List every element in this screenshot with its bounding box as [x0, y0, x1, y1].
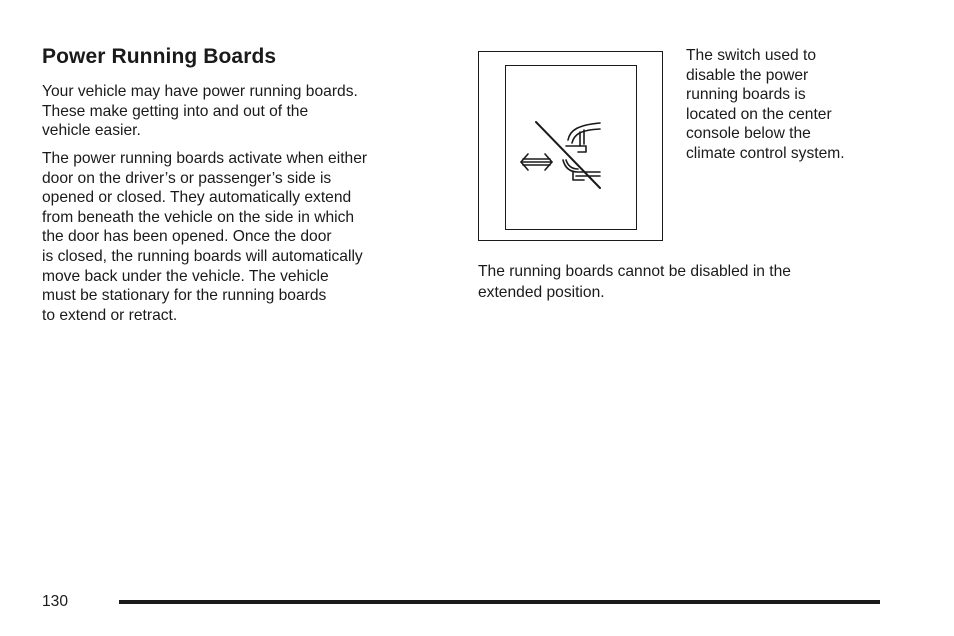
caption-line: The switch used to [686, 47, 817, 64]
intro-line: These make getting into and out of the [42, 102, 309, 120]
caption-line: console below the [686, 125, 811, 142]
intro-line: vehicle easier. [42, 122, 141, 140]
activation-line: must be stationary for the running boards [42, 287, 327, 305]
page-number: 130 [42, 593, 69, 610]
switch-caption [686, 46, 845, 163]
activation-line: is closed, the running boards will automatically [42, 247, 363, 265]
note-line: extended position. [478, 283, 605, 301]
running-board-disable-switch-icon [518, 110, 618, 195]
intro-paragraph [42, 82, 358, 141]
caption-line: disable the power [686, 66, 809, 84]
intro-line: Your vehicle may have power running boards. [42, 83, 358, 100]
activation-line: The power running boards activate when either [42, 150, 368, 167]
caption-line: located on the center [686, 105, 832, 123]
extended-position-note [478, 262, 791, 303]
section-title: Power Running Boards [42, 45, 277, 68]
footer-rule [119, 600, 880, 604]
activation-paragraph [42, 149, 425, 325]
activation-line: door on the driver’s or passenger’s side is [42, 169, 332, 187]
activation-line: opened or closed. They automatically extend [42, 189, 352, 207]
caption-line: climate control system. [686, 144, 845, 162]
activation-line: from beneath the vehicle on the side in which [42, 208, 355, 226]
caption-line: running boards is [686, 86, 806, 103]
activation-line: move back under the vehicle. The vehicle [42, 267, 329, 285]
note-line: The running boards cannot be disabled in the [478, 263, 791, 280]
activation-line: the door has been opened. Once the door [42, 228, 332, 246]
activation-line: to extend or retract. [42, 306, 178, 324]
